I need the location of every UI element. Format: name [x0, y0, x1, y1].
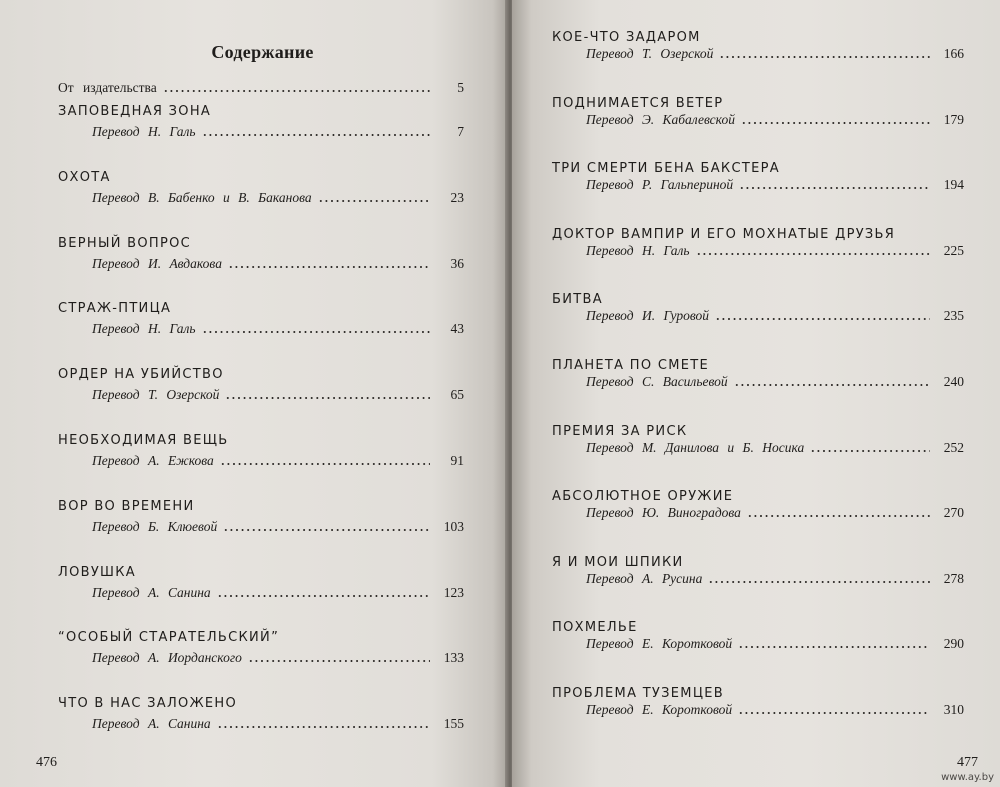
leader-dots [734, 383, 930, 387]
entry-title: ПОХМЕЛЬЕ [552, 620, 638, 636]
entry-translator: Перевод И. Авдакова [92, 255, 222, 271]
entry-translator-row [586, 243, 964, 259]
page-number: 36 [450, 255, 464, 271]
leader-dots [696, 252, 930, 256]
entry-translator: Перевод Н. Галь [586, 242, 690, 258]
page-number: 225 [943, 242, 964, 258]
entry-translator-row [92, 190, 464, 206]
entry-translator: Перевод В. Бабенко и В. Баканова [92, 189, 312, 205]
leader-dots [708, 580, 930, 584]
entry-translator: Перевод С. Васильевой [586, 374, 728, 389]
entry-translator: Перевод Б. Клюевой [92, 518, 218, 534]
page-number: 235 [943, 308, 964, 324]
intro-row [58, 80, 464, 96]
page-number: 155 [443, 716, 464, 732]
page-number: 179 [943, 111, 964, 127]
entry-title: АБСОЛЮТНОЕ ОРУЖИЕ [552, 489, 734, 505]
leader-dots [220, 462, 430, 466]
entry-translator-row [586, 636, 964, 652]
entry-translator-row [92, 124, 464, 140]
entry-translator: Перевод А. Иорданского [92, 650, 242, 666]
page-number: 166 [943, 46, 964, 61]
leader-dots [217, 725, 430, 729]
entry-title: ПРОБЛЕМА ТУЗЕМЦЕВ [552, 686, 724, 701]
entry-title: ВЕРНЫЙ ВОПРОС [58, 235, 192, 251]
watermark: www.ay.by [941, 772, 994, 783]
entry-title: ПОДНИМАЕТСЯ ВЕТЕР [552, 95, 724, 111]
entry-translator-row [586, 702, 964, 718]
leader-dots [217, 594, 430, 598]
entry-title: ПРЕМИЯ ЗА РИСК [552, 423, 688, 439]
page-number: 290 [943, 636, 964, 652]
entry-translator-row [586, 571, 964, 587]
entry-translator: Перевод Т. Озерской [586, 46, 714, 61]
entry-title: БИТВА [552, 292, 603, 308]
leader-dots [318, 199, 430, 203]
entry-translator-row [586, 112, 964, 128]
entry-translator: Перевод А. Санина [92, 584, 211, 600]
entry-title: ДОКТОР ВАМПИР И ЕГО МОХНАТЫЕ ДРУЗЬЯ [552, 226, 896, 242]
entry-title: ТРИ СМЕРТИ БЕНА БАКСТЕРА [552, 161, 780, 177]
intro-label: От издательства [58, 80, 157, 95]
page-number: 103 [443, 518, 464, 534]
entry-translator-row [92, 256, 464, 272]
entry-title: СТРАЖ-ПТИЦА [58, 301, 172, 317]
page-number: 23 [450, 189, 464, 205]
entry-translator: Перевод Е. Коротковой [586, 702, 733, 717]
entry-translator-row [92, 387, 464, 403]
entry-translator-row [586, 308, 964, 324]
entry-title: “ОСОБЫЙ СТАРАТЕЛЬСКИЙ” [58, 630, 280, 646]
page-number: 270 [943, 505, 964, 521]
entry-translator-row [92, 321, 464, 337]
leader-dots [738, 711, 930, 715]
entry-translator: Перевод Н. Галь [92, 124, 196, 139]
entry-title: ЛОВУШКА [58, 564, 136, 580]
entry-translator: Перевод И. Гуровой [586, 308, 710, 324]
leader-dots [747, 514, 930, 518]
entry-title: ЗАПОВЕДНАЯ ЗОНА [58, 104, 212, 119]
page-number: 5 [457, 80, 464, 95]
page-number: 278 [943, 570, 964, 586]
entry-translator: Перевод Р. Гальпериной [586, 177, 734, 193]
leader-dots [225, 396, 430, 400]
page-number: 252 [943, 439, 964, 455]
page-number: 310 [943, 702, 964, 717]
entry-translator-row [92, 716, 464, 732]
leader-dots [202, 330, 430, 334]
leader-dots [202, 133, 430, 137]
leader-dots [223, 528, 430, 532]
leader-dots [715, 317, 930, 321]
page-number: 240 [943, 374, 964, 389]
page-number: 65 [450, 387, 464, 403]
entry-translator: Перевод М. Данилова и Б. Носика [586, 439, 805, 455]
entry-title: Я И МОИ ШПИКИ [552, 554, 684, 570]
entry-title: НЕОБХОДИМАЯ ВЕЩЬ [58, 433, 229, 448]
leader-dots [719, 55, 930, 59]
page-number: 7 [457, 124, 464, 139]
entry-title: КОЕ-ЧТО ЗАДАРОМ [552, 30, 701, 45]
entry-translator-row [586, 505, 964, 521]
entry-translator: Перевод Э. Кабалевской [586, 111, 735, 127]
leader-dots [810, 449, 930, 453]
page-number: 43 [450, 321, 464, 337]
entry-translator: Перевод Ю. Виноградова [586, 505, 741, 521]
contents-heading: Содержание [211, 42, 314, 62]
entry-translator-row [92, 453, 464, 469]
leader-dots [163, 89, 430, 93]
entry-translator: Перевод Н. Галь [92, 321, 196, 337]
leader-dots [228, 265, 430, 269]
entry-title: ОРДЕР НА УБИЙСТВО [58, 367, 224, 383]
leader-dots [738, 645, 930, 649]
page-number: 194 [943, 177, 964, 193]
entry-translator-row [586, 440, 964, 456]
page-number: 91 [450, 453, 464, 468]
entry-title: ПЛАНЕТА ПО СМЕТЕ [552, 358, 710, 373]
entry-translator-row [586, 177, 964, 193]
entry-translator-row [586, 374, 964, 390]
entry-translator-row [92, 585, 464, 601]
leader-dots [741, 121, 930, 125]
leader-dots [248, 659, 430, 663]
page-folio-left: 476 [36, 755, 57, 770]
right-page [512, 0, 1000, 787]
entry-translator: Перевод Т. Озерской [92, 387, 220, 403]
entry-translator-row [92, 650, 464, 666]
entry-title: ЧТО В НАС ЗАЛОЖЕНО [58, 696, 238, 712]
page-number: 123 [443, 584, 464, 600]
entry-title: ОХОТА [58, 169, 111, 185]
entry-translator: Перевод Е. Коротковой [586, 636, 733, 652]
entry-translator: Перевод А. Санина [92, 716, 211, 732]
page-folio-right: 477 [957, 755, 978, 770]
entry-title: ВОР ВО ВРЕМЕНИ [58, 498, 195, 514]
entry-translator-row [586, 46, 964, 62]
page-number: 133 [443, 650, 464, 666]
entry-translator: Перевод А. Русина [586, 570, 703, 586]
entry-translator-row [92, 519, 464, 535]
entry-translator: Перевод А. Ежкова [92, 453, 214, 468]
leader-dots [739, 186, 930, 190]
